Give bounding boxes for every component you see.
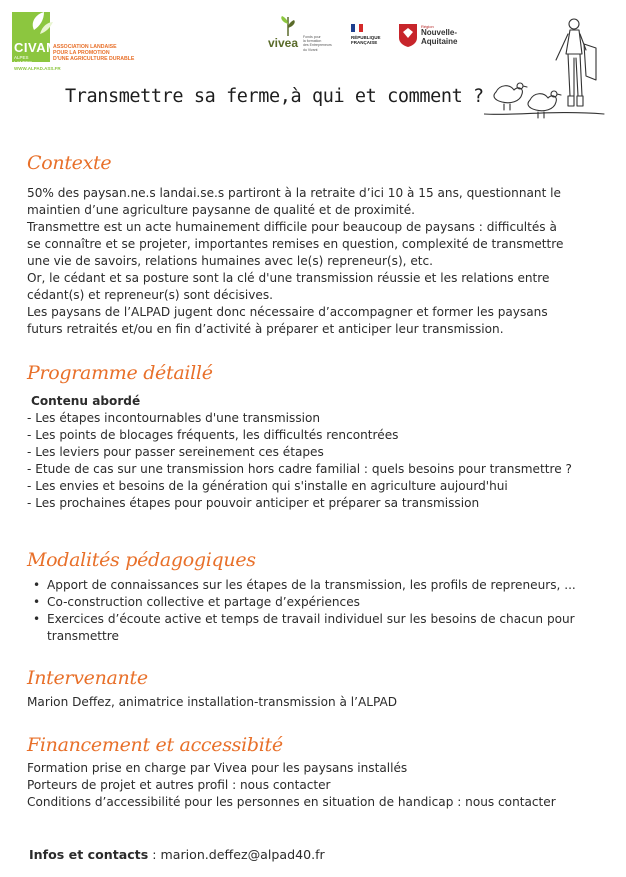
nouvelle-aquitaine-logo-icon [397,22,419,48]
vivea-logo-icon [276,14,300,38]
section-heading-contexte: Contexte [27,152,112,174]
section-heading-financement: Financement et accessibité [27,734,283,756]
list-item: • Co-construction collective et partage d’expériences [33,594,576,611]
civam-url: WWW.ALPAD.ASS.FR [14,66,61,71]
text-line: futurs retraités et/ou en fin d’activité à préparer et anticiper leur transmission. [27,322,504,336]
text-line: une vie de savoirs, relations humaines avec le(s) repreneur(s), etc. [27,254,434,268]
list-item: - Les leviers pour passer sereinement ces étapes [27,445,324,459]
text-line: Or, le cédant et sa posture sont la clé d'une transmission réussie et les relations entre [27,271,550,285]
list-item: - Les envies et besoins de la génération qui s'installe en agriculture aujourd'hui [27,479,508,493]
text-line: Formation prise en charge par Vivea pour les paysans installés [27,761,408,775]
list-item: - Les points de blocages fréquents, les difficultés rencontrées [27,428,399,442]
programme-content [27,393,572,512]
page-title: Transmettre sa ferme,à qui et comment ? [65,86,484,107]
contact-email-link[interactable]: marion.deffez@alpad40.fr [160,847,325,862]
section-heading-programme: Programme détaillé [27,362,213,384]
financement-text [27,760,556,811]
civam-logo-subtext: ALPES LANDES [14,55,33,65]
civam-logo-text: CIVAM [14,40,58,55]
republique-francaise-text: RÉPUBLIQUE FRANÇAISE [351,35,381,45]
vivea-tagline: Fonds pour la formation des Entrepreneurs du Vivant [303,35,332,52]
text-line: cédant(s) et repreneur(s) sont décisives. [27,288,273,302]
list-item: • Apport de connaissances sur les étapes de la transmission, les profils de repreneurs, ... [33,577,576,594]
intervenante-text: Marion Deffez, animatrice installation-transmission à l’ALPAD [27,695,398,709]
list-item: - Etude de cas sur une transmission hors cadre familial : quels besoins pour transmettre ? [27,462,572,476]
nouvelle-aquitaine-text: Nouvelle- Aquitaine [421,28,458,46]
text-line: maintien d’une agriculture paysanne de qualité et de proximité. [27,203,416,217]
text-line: Les paysans de l’ALPAD jugent donc nécessaire d’accompagner et former les paysans [27,305,548,319]
programme-subheading: Contenu abordé [31,394,141,408]
farmer-with-ducks-illustration [484,14,609,126]
text-line: Conditions d’accessibilité pour les personnes en situation de handicap : nous contacter [27,795,556,809]
list-item: - Les prochaines étapes pour pouvoir anticiper et préparer sa transmission [27,496,480,510]
nouvelle-aquitaine-small: Région [421,24,434,29]
vivea-logo-text: vivea [268,36,299,50]
list-item: - Les étapes incontournables d'une transmission [27,411,321,425]
text-line: Porteurs de projet et autres profil : nous contacter [27,778,331,792]
civam-leaf-icon [28,8,54,38]
republique-francaise-logo-icon [351,24,363,32]
contacts-line [29,846,325,863]
contacts-separator: : [148,847,161,862]
contacts-label: Infos et contacts [29,847,149,862]
text-line: se connaître et se projeter, importantes remises en question, complexité de transmettre [27,237,564,251]
text-line: 50% des paysan.ne.s landai.se.s partiront à la retraite d’ici 10 à 15 ans, questionnant le [27,186,561,200]
section-heading-intervenante: Intervenante [27,667,148,689]
civam-association-text: ASSOCIATION LANDAISE POUR LA PROMOTION D'UNE AGRICULTURE DURABLE [53,44,135,62]
list-item: • Exercices d’écoute active et temps de travail individuel sur les besoins de chacun pour transmettre [33,611,576,645]
contexte-paragraph [27,185,563,338]
section-heading-modalites: Modalités pédagogiques [27,549,256,571]
text-line: Transmettre est un acte humainement difficile pour beaucoup de paysans : difficultés à [27,220,557,234]
modalites-list [33,577,576,645]
